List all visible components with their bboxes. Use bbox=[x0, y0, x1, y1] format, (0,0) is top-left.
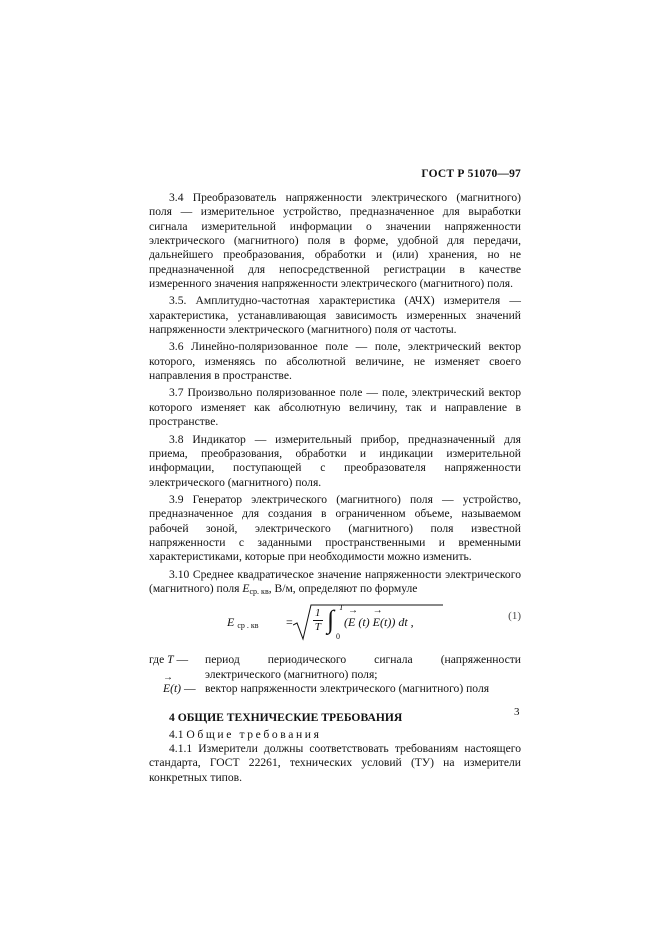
document-body bbox=[149, 191, 521, 788]
subsection-4-1-title: Общие требования bbox=[186, 727, 322, 741]
integral-sign: ∫ bbox=[327, 605, 335, 635]
paragraph-3-10-tail: , В/м, определяют по формуле bbox=[268, 581, 418, 595]
vector-e-first: → E bbox=[348, 615, 355, 629]
paragraph-3-10 bbox=[149, 568, 521, 600]
paragraph-3-8: 3.8 Индикатор — измерительный прибор, предназначенный для приема, преобразования, обработки и индикации измерительной информации, поступающей с преобразователя напряженности электрического (магнитного) поля. bbox=[149, 432, 521, 489]
paragraph-4-1-1: 4.1.1 Измерители должны соответствовать требованиям настоящего стандарта, ГОСТ 22261, технических условий (ТУ) на измерители конкретных типов. bbox=[149, 742, 521, 784]
formula-number: (1) bbox=[508, 610, 521, 623]
integral-lower-limit: 0 bbox=[336, 632, 340, 642]
fraction-denominator: T bbox=[314, 621, 321, 634]
fraction-numerator: 1 bbox=[315, 607, 321, 620]
legend-row-vector bbox=[149, 682, 521, 696]
vector-e-second: → E bbox=[373, 615, 380, 629]
formula-integrand bbox=[344, 615, 414, 629]
formula-lhs-symbol: E bbox=[227, 615, 235, 630]
paragraph-3-4: 3.4 Преобразователь напряженности электрического (магнитного) поля — измерительное устройство, предназначенное для выработки сигнала измерительной информации о значении напряженности электрического (магнитного) поля в форме, удобной для передачи, дальнейшего преобразования, обработки и (или) хранения, но не предназначенной для непосредственной регистрации в качестве измеренного значения напряженности электрического (магнитного) поля. bbox=[149, 191, 521, 291]
integral-upper-limit: T bbox=[339, 603, 344, 613]
paragraph-3-5: 3.5. Амплитудно-частотная характеристика (АЧХ) измерителя — характеристика, устанавливающая зависимость измеренных значений напряженности электрического (магнитного) поля от частоты. bbox=[149, 294, 521, 337]
legend-symbol-e-arg: (t) bbox=[170, 681, 182, 695]
subsection-4-1 bbox=[149, 728, 521, 742]
paragraph-3-10-text: 3.10 Среднее квадратическое значение напряженности электрического (магнитного) поля bbox=[149, 567, 521, 595]
subsection-4-1-number: 4.1 bbox=[169, 727, 184, 741]
legend-dash-e: — bbox=[183, 681, 196, 695]
paragraph-3-9: 3.9 Генератор электрического (магнитного) поля — устройство, предназначенное для создания в ограниченном объеме, называемом рабочей зоной, электрического (магнитного) поля известной напряженности с заданными пространственными и временными характеристиками, которые при необходимости можно изменить. bbox=[149, 492, 521, 564]
formula-lhs bbox=[227, 615, 259, 633]
legend-symbol-e: → E bbox=[163, 682, 170, 696]
legend-dash-t: — bbox=[176, 653, 189, 667]
formula-fraction bbox=[313, 607, 323, 634]
vector-e-first-arg: (t) bbox=[358, 615, 370, 630]
legend-symbol-t: T bbox=[167, 653, 174, 667]
page-number: 3 bbox=[514, 706, 520, 718]
legend-term-vector bbox=[149, 682, 205, 696]
section-4-title: 4 ОБЩИЕ ТЕХНИЧЕСКИЕ ТРЕБОВАНИЯ bbox=[169, 711, 403, 725]
legend-desc-vector: вектор напряженности электрического (магнитного) поля bbox=[205, 681, 490, 695]
formula-equals: = bbox=[286, 615, 293, 630]
legend-row-period bbox=[149, 653, 521, 682]
integrand-open-paren: ( bbox=[344, 615, 348, 630]
rms-symbol: E bbox=[242, 581, 250, 595]
formula-differential: dt , bbox=[398, 615, 414, 630]
vector-e-second-arg: (t)) bbox=[380, 615, 396, 630]
legend-term-period bbox=[149, 653, 205, 682]
formula-legend bbox=[149, 653, 521, 696]
formula-lhs-subscript: ср . кв bbox=[237, 621, 259, 631]
paragraph-3-6: 3.6 Линейно-поляризованное поле — поле, электрический вектор которого, изменяясь по абсолютной величине, не изменяет своего направления в пространстве. bbox=[149, 340, 521, 383]
document-code-header: ГОСТ Р 51070—97 bbox=[421, 168, 521, 180]
legend-desc-period: период периодического сигнала (напряженности электрического (магнитного) поля; bbox=[205, 653, 521, 681]
rms-formula bbox=[149, 603, 521, 647]
paragraph-3-7: 3.7 Произвольно поляризованное поле — поле, электрический вектор которого изменяет как абсолютную величину, так и направление в пространстве. bbox=[149, 386, 521, 429]
legend-lead-word: где bbox=[149, 653, 165, 667]
rms-subscript: ср. кв bbox=[249, 586, 269, 596]
